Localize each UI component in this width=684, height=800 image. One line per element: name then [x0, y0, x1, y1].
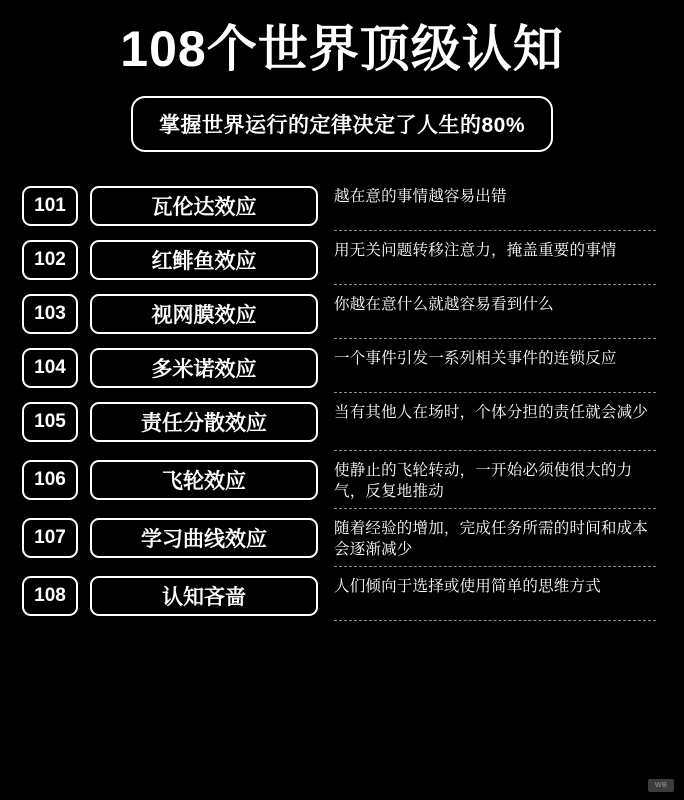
list-item [22, 186, 662, 226]
item-description: 你越在意什么就越容易看到什么 [334, 296, 554, 313]
item-description: 当有其他人在场时，个体分担的责任就会减少 [334, 404, 649, 421]
list-item [22, 294, 662, 334]
item-number: 102 [22, 240, 78, 280]
item-name: 多米诺效应 [90, 348, 318, 388]
dashed-divider [334, 284, 656, 285]
concept-list [0, 186, 684, 616]
page-subtitle: 掌握世界运行的定律决定了人生的80% [131, 96, 553, 152]
item-number: 105 [22, 402, 78, 442]
dashed-divider [334, 392, 656, 393]
list-item [22, 402, 662, 446]
item-description-cell [334, 240, 662, 280]
item-description-cell [334, 402, 662, 446]
dashed-divider [334, 508, 656, 509]
dashed-divider [334, 620, 656, 621]
dashed-divider [334, 566, 656, 567]
list-item [22, 460, 662, 504]
item-name: 视网膜效应 [90, 294, 318, 334]
item-number: 101 [22, 186, 78, 226]
item-description: 随着经验的增加，完成任务所需的时间和成本会逐渐减少 [334, 520, 649, 558]
item-description: 使静止的飞轮转动，一开始必须使很大的力气，反复地推动 [334, 462, 633, 500]
item-name: 学习曲线效应 [90, 518, 318, 558]
subtitle-container [0, 96, 684, 152]
watermark-logo: WB [648, 779, 674, 792]
item-number: 103 [22, 294, 78, 334]
item-name: 责任分散效应 [90, 402, 318, 442]
item-description: 越在意的事情越容易出错 [334, 188, 507, 205]
list-item [22, 576, 662, 616]
item-description: 人们倾向于选择或使用简单的思维方式 [334, 578, 601, 595]
list-item [22, 240, 662, 280]
item-description-cell [334, 460, 662, 504]
item-description: 一个事件引发一系列相关事件的连锁反应 [334, 350, 617, 367]
item-description-cell [334, 348, 662, 388]
dashed-divider [334, 230, 656, 231]
item-description-cell [334, 294, 662, 334]
item-number: 108 [22, 576, 78, 616]
item-description: 用无关问题转移注意力，掩盖重要的事情 [334, 242, 617, 259]
dashed-divider [334, 450, 656, 451]
list-item [22, 518, 662, 562]
item-name: 认知吝啬 [90, 576, 318, 616]
item-name: 红鲱鱼效应 [90, 240, 318, 280]
item-name: 飞轮效应 [90, 460, 318, 500]
page-title: 108个世界顶级认知 [120, 21, 564, 77]
item-name: 瓦伦达效应 [90, 186, 318, 226]
dashed-divider [334, 338, 656, 339]
item-description-cell [334, 518, 662, 562]
item-number: 104 [22, 348, 78, 388]
list-item [22, 348, 662, 388]
item-description-cell [334, 576, 662, 616]
item-description-cell [334, 186, 662, 226]
item-number: 106 [22, 460, 78, 500]
item-number: 107 [22, 518, 78, 558]
